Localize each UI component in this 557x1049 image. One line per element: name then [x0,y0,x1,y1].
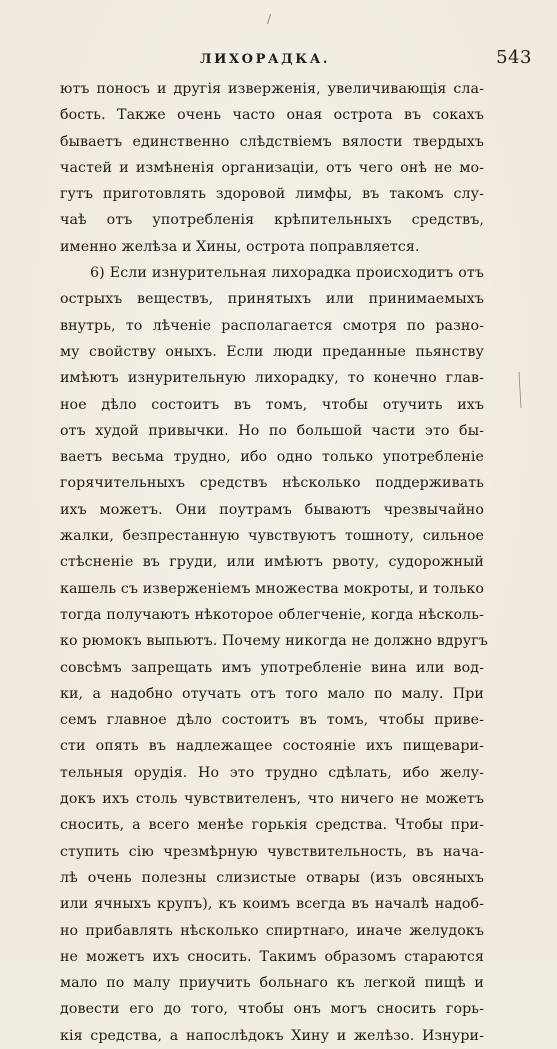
text-line: ваетъ весьма трудно, ибо одно только употребленіе [60,449,484,466]
top-mark: / [267,12,272,26]
text-line: горячительныхъ средствъ нѣсколько поддерживать [60,475,484,492]
text-line: лѣ очень полезны слизистые отвары (изъ овсяныхъ [60,869,484,886]
text-line: кашель съ изверженіемъ множества мокроты, и только [60,580,484,597]
text-line: тельныя орудія. Но это трудно сдѣлать, ибо желу- [60,764,484,781]
text-line: сносить, а всего менѣе горькія средства. Чтобы при- [60,817,484,834]
text-line: частей и измѣненія организаціи, отъ чего онѣ не мо- [60,159,484,176]
text-line: жалки, безпрестанную чувствуютъ тошноту, сильное [60,528,484,545]
text-line: ное дѣло состоитъ въ томъ, чтобы отучить ихъ [60,396,484,413]
text-line: не можетъ ихъ сносить. Такимъ образомъ стараются [60,948,484,965]
stray-mark-right [514,370,524,410]
text-line: острыхъ веществъ, принятыхъ или принимаемыхъ [60,291,484,308]
text-line: му свойству оныхъ. Если люди преданные пьянству [60,343,484,360]
text-line: чаѣ отъ употребленія крѣпительныхъ средствъ, [60,212,484,229]
text-line: кія средства, а напослѣдокъ Хину и желѣзо. Изнури- [60,1027,484,1044]
text-line: семъ главное дѣло состоитъ въ томъ, чтобы приве- [60,712,484,729]
text-line: сти опять въ надлежащее состояніе ихъ пищевари- [60,738,484,755]
text-line: но прибавлять нѣсколько спиртнаго, иначе желудокъ [60,922,484,939]
text-line: ютъ поносъ и другія изверженія, увеличивающія сла- [60,81,484,97]
text-line: мало по малу приучить больнаго къ легкой пищѣ и [60,975,484,992]
text-line: отъ худой привычки. Но по большой части это бы- [60,422,484,439]
text-line: ихъ можетъ. Они поутрамъ бываютъ чрезвычайно [60,501,484,518]
paragraph-start-line: 6) Если изнурительная лихорадка происходитъ отъ [90,265,484,282]
text-line: бость. Также очень часто оная острота въ сокахъ [60,107,484,124]
text-line: внутрь, то лѣченіе располагается смотря по разно- [60,317,484,334]
text-line: довести его до того, чтобы онъ могъ сносить горь- [60,1001,484,1018]
text-line: ко рюмокъ выпьютъ. Почему никогда не должно вдругъ [60,633,488,650]
text-line: бываетъ единственно слѣдствіемъ вялости твердыхъ [60,133,484,150]
page-header [100,47,532,70]
text-line: имѣютъ изнурительную лихорадку, то конечно глав- [60,370,484,387]
text-line: ки, а надобно отучать отъ того мало по малу. При [60,685,484,702]
running-head: ЛИХОРАДКА. [200,52,331,67]
text-line: стѣсненіе въ груди, или имѣютъ рвоту, судорожный [60,554,484,571]
body-text [60,76,488,1049]
text-line: ступить сію чрезмѣрную чувствительность, въ нача- [60,843,484,860]
text-line: именно желѣза и Хины, острота поправляется. [60,238,420,255]
text-line: гутъ приготовлять здоровой лимфы, въ такомъ слу- [60,186,484,203]
text-line: докъ ихъ столь чувствителенъ, что ничего не можетъ [60,791,484,808]
text-line: тогда получаютъ нѣкоторое облегченіе, когда нѣсколь- [60,606,484,623]
text-line: совсѣмъ запрещать имъ употребленіе вина или вод- [60,659,484,676]
page-number: 543 [496,47,532,68]
stray-mark-bottom [322,925,342,937]
text-line: или ячныхъ крупъ), къ коимъ всегда въ началѣ надоб- [60,896,484,913]
